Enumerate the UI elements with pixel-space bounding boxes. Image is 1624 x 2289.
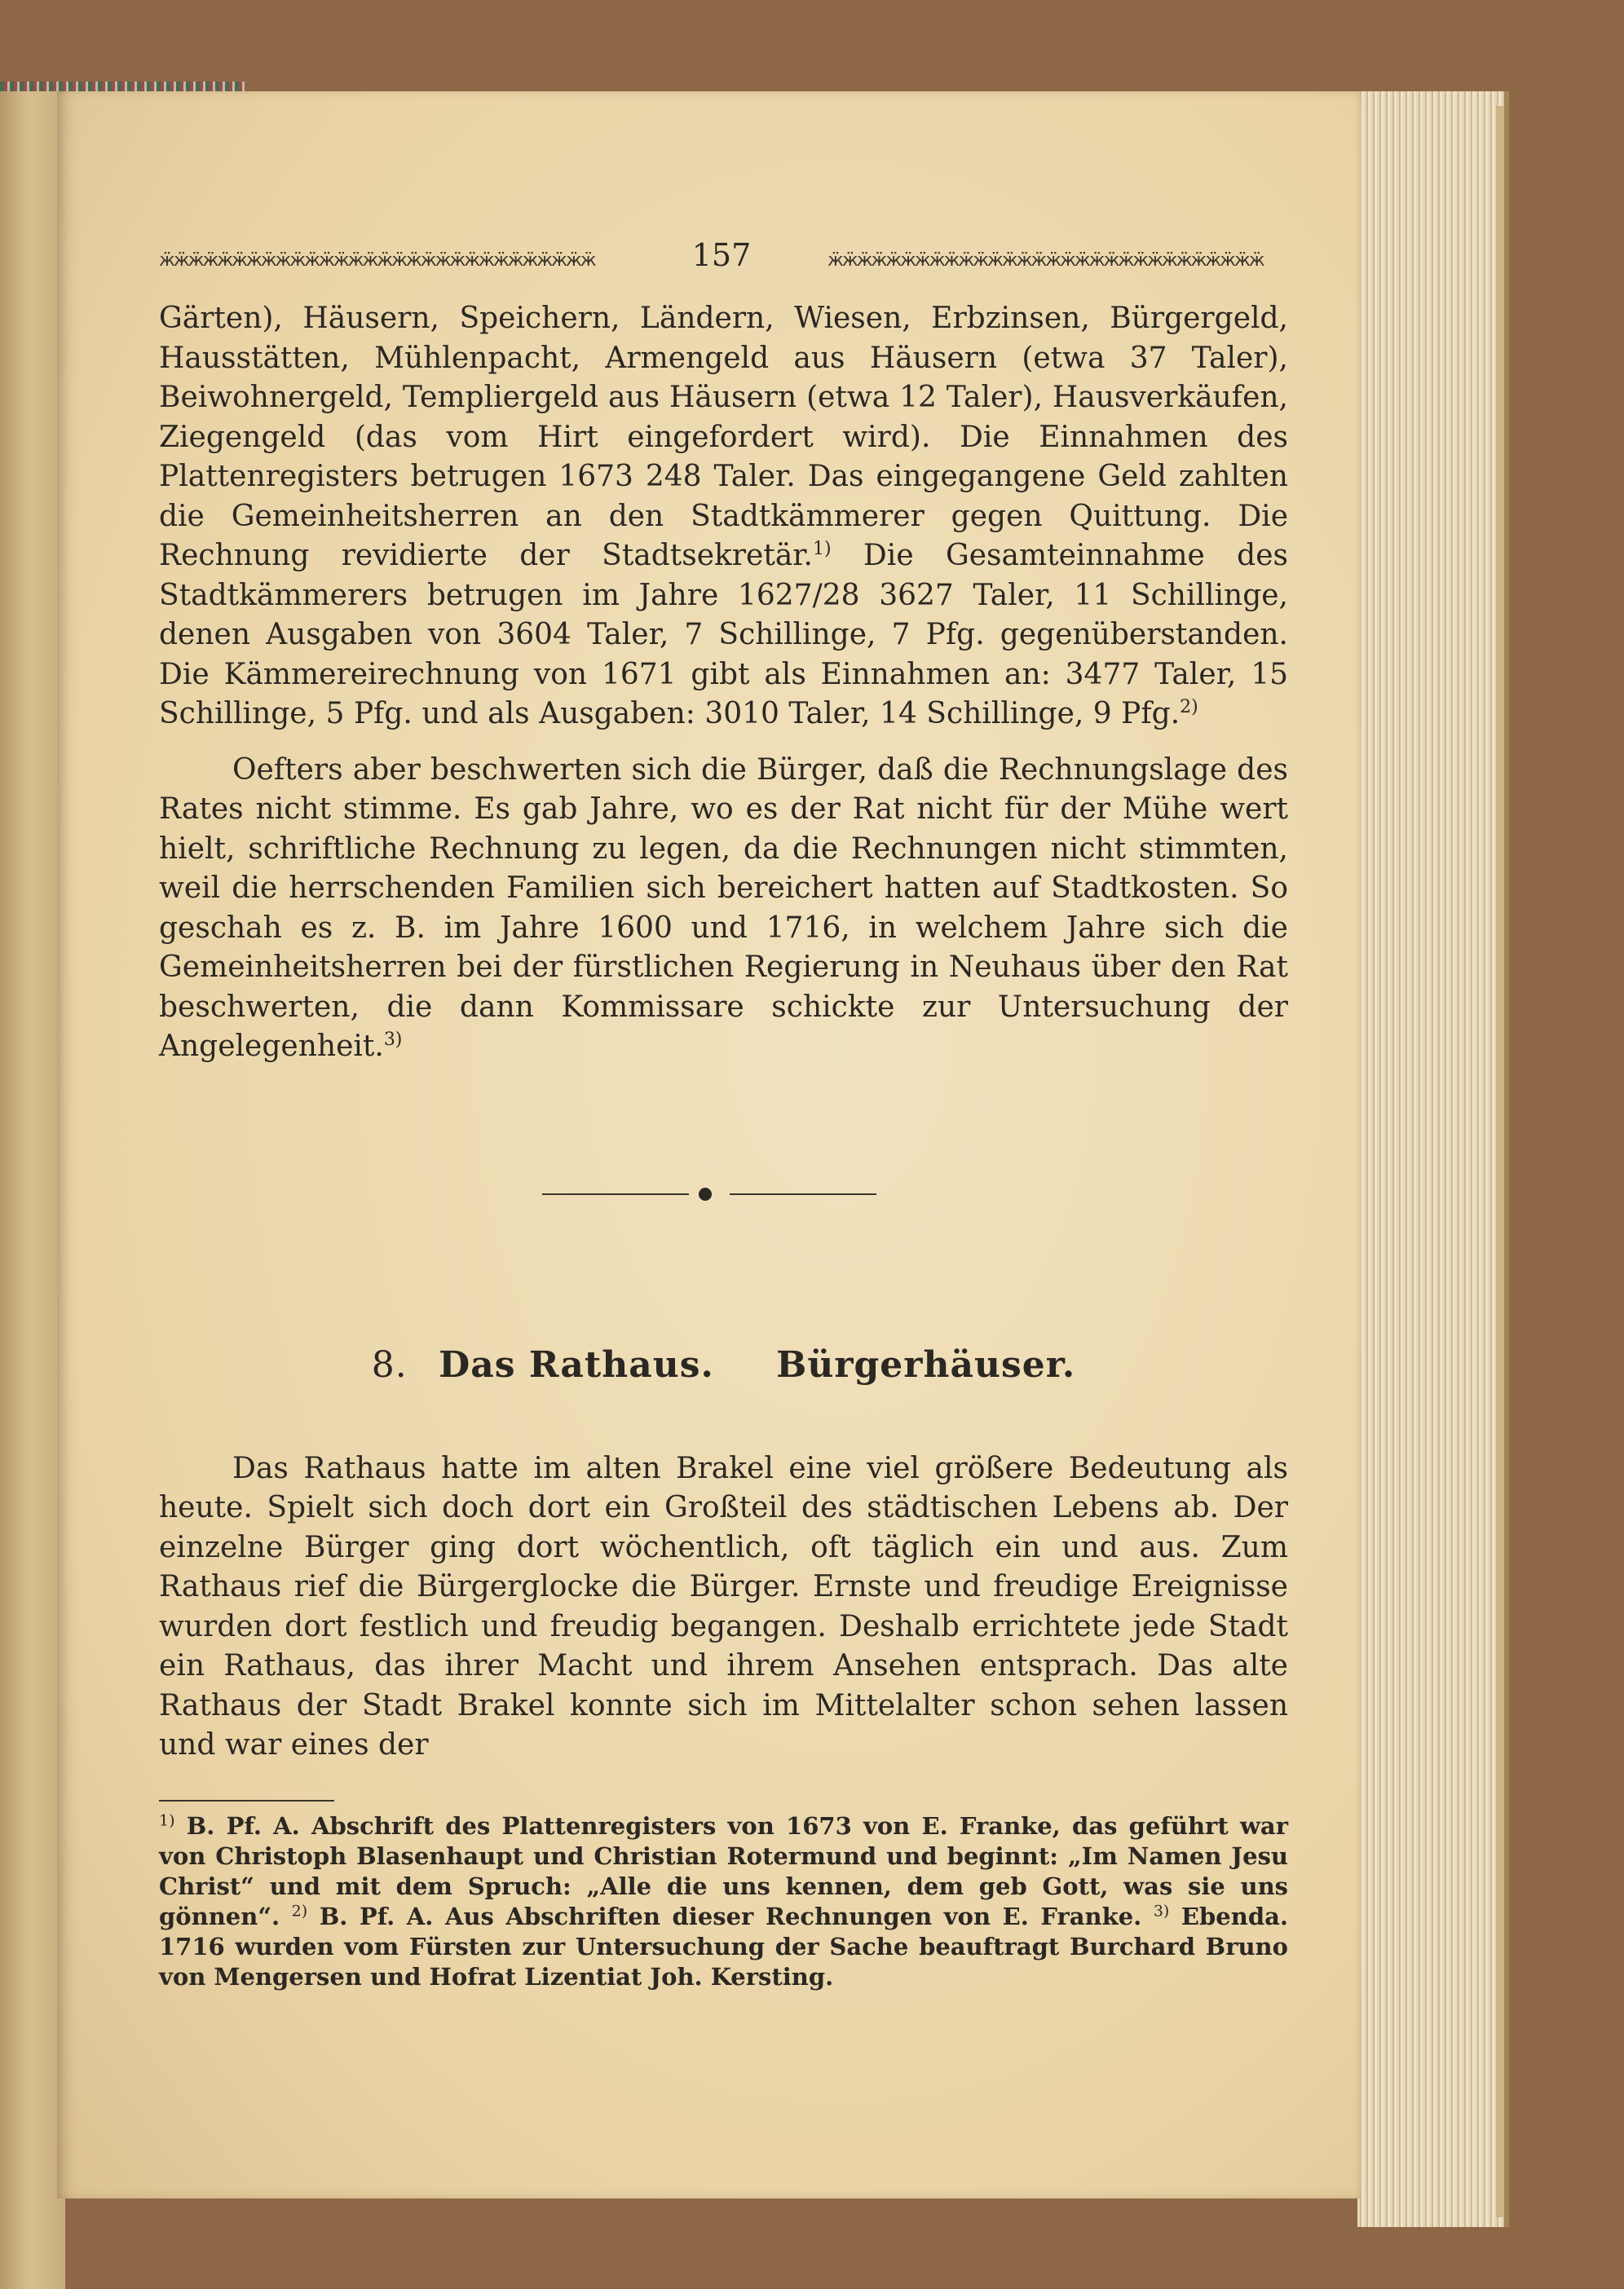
chapter-number: 8. [371, 1343, 408, 1386]
footnote-rule [159, 1800, 334, 1802]
page-content [159, 234, 1288, 1992]
paragraph-1-text-b: Die Gesamteinnahme des Stadtkämmerers betrugen im Jahre 1627/28 3627 Taler, 11 Schillinge, denen Ausgaben von 3604 Taler, 7 Schillinge, 7 Pfg. gegenüberstanden. Die Kämmereirechnung von 1671 gibt als Einnahmen an: 3477 Taler, 15 Schillinge, 5 Pfg. und als Ausgaben: 3010 Taler, 14 Schillinge, 9 Pfg. [159, 539, 1289, 730]
separator-line-right [730, 1193, 876, 1195]
chapter-heading [159, 1344, 1288, 1386]
page-number: 157 [691, 237, 752, 273]
header-ornament-right: ӝӝӝӝӝӝӝӝӝӝӝӝӝӝӝӝӝӝӝӝӝӝӝӝӝӝӝӝӝӝ [827, 250, 1264, 270]
paragraph-1 [159, 299, 1288, 734]
paragraph-2 [159, 751, 1288, 1067]
header-ornament-left: ӝӝӝӝӝӝӝӝӝӝӝӝӝӝӝӝӝӝӝӝӝӝӝӝӝӝӝӝӝӝ [159, 250, 595, 270]
paragraph-3: Das Rathaus hatte im alten Brakel eine viel größere Bedeutung als heute. Spielt sich doch dort ein Großteil des städtischen Lebens ab. Der einzelne Bürger ging dort wöchentlich, oft täglich ein und aus. Zum Rathaus rief die Bürgerglocke die Bürger. Ernste und freudige Ereignisse wurden dort festlich und freudig begangen. Deshalb errichtete jede Stadt ein Rathaus, das ihrer Macht und ihrem Ansehen entsprach. Das alte Rathaus der Stadt Brakel konnte sich im Mittelalter schon sehen lassen und war eines der [159, 1451, 1288, 1762]
book-page [57, 91, 1361, 2199]
section-separator [159, 1177, 1288, 1210]
separator-line-left [542, 1193, 689, 1195]
separator-ornament-dot [699, 1188, 712, 1201]
footnote-2: B. Pf. A. Aus Abschriften dieser Rechnungen von E. Franke. [307, 1902, 1142, 1930]
footnotes [159, 1811, 1288, 1992]
footnote-mark-2: 2) [291, 1901, 308, 1920]
page-stack-edge [1357, 91, 1509, 2227]
paragraph-2-text: Oefters aber beschwerten sich die Bürger, daß die Rechnungslage des Rates nicht stimme. Es gab Jahre, wo es der Rat nicht für der Mühe wert hielt, schriftliche Rechnung zu legen, da die Rechnungen nicht stimmten, weil die herrschenden Familien sich bereichert hatten auf Stadtkosten. So geschah es z. B. im Jahre 1600 und 1716, in welchem Jahre sich die Gemeinheitsherren bei der fürstlichen Regierung in Neuhaus über den Rat beschwerten, die dann Kommissare schickte zur Untersuchung der Angelegenheit. [159, 752, 1288, 1063]
footnote-3: Ebenda. 1716 wurden vom Fürsten zur Untersuchung der Sache beauftragt Burchard Bruno von Mengersen und Hofrat Lizentiat Joh. Kersting. [159, 1902, 1288, 1991]
previous-page-edge [0, 91, 65, 2289]
footnote-ref-1: 1) [813, 539, 832, 559]
paragraph-1-text-a: Gärten), Häusern, Speichern, Ländern, Wiesen, Erbzinsen, Bürgergeld, Hausstätten, Mühlenpacht, Armengeld aus Häusern (etwa 37 Taler), Beiwohnergeld, Templiergeld aus Häusern (etwa 12 Taler), Hausverkäufen, Ziegengeld (das vom Hirt eingefordert wird). Die Einnahmen des Plattenregisters betrugen 1673 248 Taler. Das eingegangene Geld zahlten die Gemeinheitsherren an den Stadtkämmerer gegen Quittung. Die Rechnung revidierte der Stadtsekretär. [159, 302, 1288, 572]
footnote-mark-1: 1) [159, 1810, 175, 1829]
footnote-ref-2: 2) [1180, 697, 1198, 717]
footnote-ref-3: 3) [383, 1030, 403, 1050]
page-header [159, 234, 1288, 283]
book-cover-edge [1496, 106, 1504, 2217]
footnote-mark-3: 3) [1153, 1901, 1170, 1920]
chapter-title-buergerhaeuser: Bürgerhäuser. [776, 1343, 1076, 1386]
footnote-1: B. Pf. A. Abschrift des Plattenregisters von 1673 von E. Franke, das geführt war von Christoph Blasenhaupt und Christian Rotermund und beginnt: „Im Namen Jesu Christ“ und mit dem Spruch: „Alle die uns kennen, dem geb Gott, was sie uns gönnen“. [159, 1811, 1288, 1930]
chapter-title-rathaus: Das Rathaus. [439, 1343, 714, 1386]
